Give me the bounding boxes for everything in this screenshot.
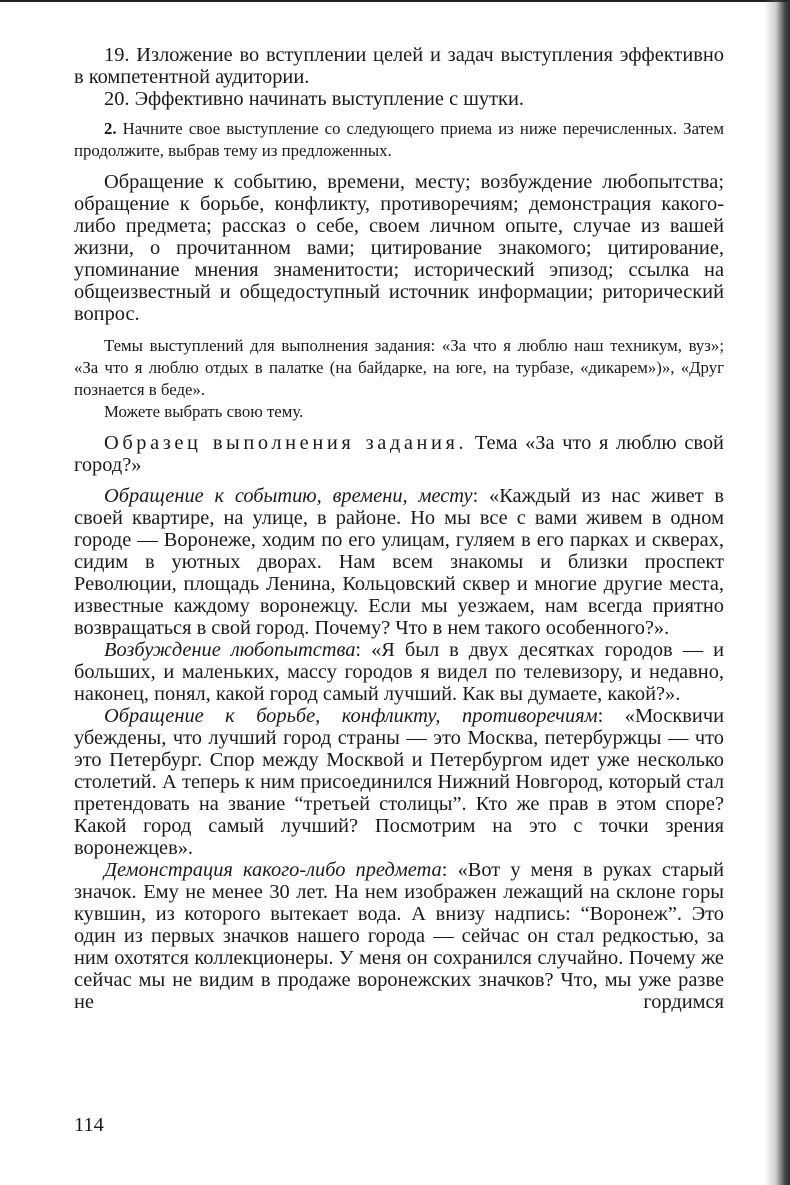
own-topic-note: Можете выбрать свою тему. <box>104 402 304 421</box>
technique-name: Обращение к борьбе, конфликту, противоречиям <box>104 705 598 727</box>
example-text: : «Москвичи убеждены, что лучший город страны — это Москва, петербуржцы — что это Петербург. Спор между Москвой и Петербургом идет уже несколько столетий. А теперь к ним присоединился Нижний Новгород, который стал претендовать на звание “третьей столицы”. Кто же прав в этом споре? Какой город самый лучший? Посмотрим на это с точки зрения воронежцев». <box>74 705 724 859</box>
example-conflict <box>74 705 724 859</box>
book-spine-shadow <box>764 0 790 1185</box>
list-item-20: 20. Эффективно начинать выступление с шутки. <box>104 88 524 110</box>
example-object-demonstration <box>74 859 724 1013</box>
example-event-time-place <box>74 485 724 639</box>
example-text: : «Вот у меня в руках старый значок. Ему не менее 30 лет. На нем изображен лежащий на склоне горы кувшин, из которого вытекает вода. А внизу надпись: “Воронеж”. Это один из первых значков нашего города — сейчас он стал редкостью, за ним охотятся коллекционеры. У меня он сохранился случайно. Почему же сейчас мы не видим в продаже воронежских значков? Что, мы уже разве не гордимся <box>74 859 724 1013</box>
technique-name: Демонстрация какого-либо предмета <box>104 859 442 881</box>
sample-label: Образец выполнения задания. <box>104 432 468 454</box>
page-number: 114 <box>74 1114 104 1136</box>
techniques-list: Обращение к событию, времени, месту; возбуждение любопытства; обращение к борьбе, конфликту, противоречиям; демонстрация какого-либо предмета; рассказ о себе, своем личном опыте, случае из вашей жизни, о прочитанном вами; цитирование знакомого; цитирование, упоминание мнения знаменитости; исторический эпизод; ссылка на общеизвестный и общедоступный источник информации; риторический вопрос. <box>74 171 724 325</box>
technique-name: Обращение к событию, времени, месту <box>104 485 473 507</box>
technique-name: Возбуждение любопытства <box>104 639 356 661</box>
task-2 <box>74 118 724 162</box>
example-text: : «Я был в двух десятках городов — и больших, и маленьких, массу городов я видел по телевизору, и недавно, наконец, понял, какой город самый лучший. Как вы думаете, какой?». <box>74 639 724 705</box>
page-top-border <box>0 0 790 2</box>
task-number: 2. <box>104 119 117 138</box>
example-text: : «Каждый из нас живет в своей квартире, на улице, в районе. Но мы все с вами живем в одном городе — Воронеже, ходим по его улицам, гуляем в его парках и скверах, сидим в уютных дворах. Нам всем знакомы и близки проспект Революции, площадь Ленина, Кольцовский сквер и многие другие места, известные каждому воронежцу. Если мы уезжаем, нам всегда приятно возвращаться в свой город. Почему? Что в нем такого особенного?». <box>74 485 724 639</box>
topics-paragraph: Темы выступлений для выполнения задания: «За что я люблю наш техникум, вуз»; «За что я люблю отдых в палатке (на байдарке, на юге, на турбазе, «дикарем»)», «Друг познается в беде». <box>74 336 724 399</box>
example-curiosity <box>74 639 724 705</box>
sample-heading <box>74 432 724 476</box>
list-item-19: 19. Изложение во вступлении целей и задач выступления эффективно в компетентной аудитории. <box>74 44 724 88</box>
sample-topic: Тема «За что я люблю свой город?» <box>74 432 724 476</box>
task-text: Начните свое выступление со следующего приема из ниже перечисленных. Затем продолжите, выбрав тему из предложенных. <box>74 119 724 160</box>
book-page <box>74 44 724 1013</box>
